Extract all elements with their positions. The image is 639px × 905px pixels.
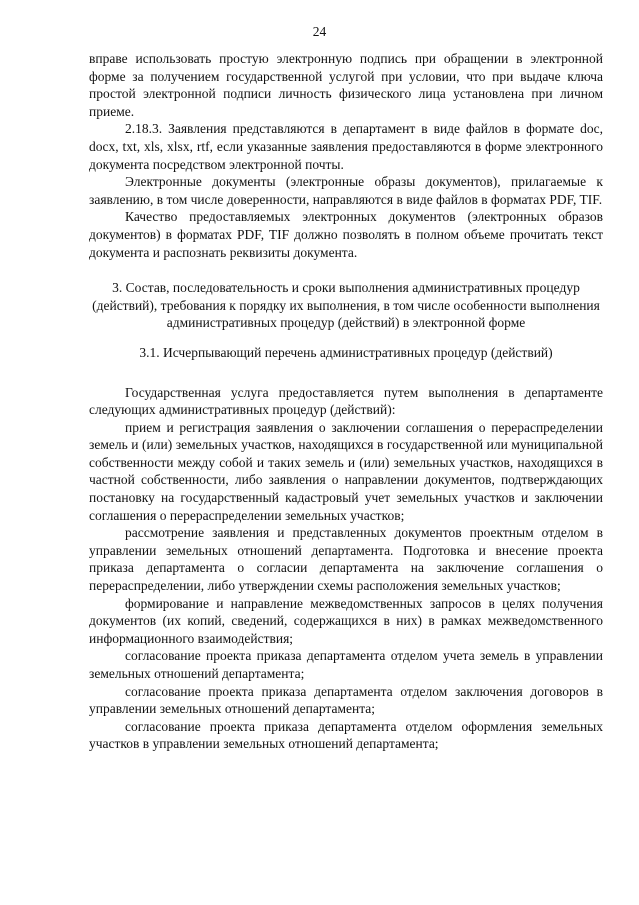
paragraph-electronic-documents: Электронные документы (электронные образы документов), прилагаемые к заявлению, в том числе доверенности, направляются в виде файлов в форматах PDF, TIF. — [89, 174, 603, 207]
document-body — [89, 50, 603, 753]
list-intro: Государственная услуга предоставляется путем выполнения в департаменте следующих административных процедур (действий): — [89, 384, 603, 418]
procedure-item: рассмотрение заявления и представленных документов проектным отделом в управлении земельных отношений департамента. Подготовка и внесение проекта приказа департамента о согласии департамента на заключение соглашения о перераспределении, либо утверждении схемы расположения земельных участков; — [89, 525, 603, 594]
procedure-item: прием и регистрация заявления о заключении соглашения о перераспределении земель и (или) земельных участков, находящихся в государственной или муниципальной собственности между собой и таких земель и (или) земельных участков, находящихся в частной собственности, либо заявления о направлении документов, подтверждающих постановку на государственный кадастровый учет земельных участков и заключении соглашения о перераспределении земельных участков; — [89, 419, 603, 523]
section-heading: 3. Состав, последовательность и сроки выполнения административных процедур (действий), требования к порядку их выполнения, в том числе особенности выполнения административных процедур (действий) в электронной форме — [92, 280, 600, 331]
page-number: 24 — [312, 24, 327, 39]
procedure-item: согласование проекта приказа департамента отделом оформления земельных участков в управлении земельных отношений департамента; — [89, 718, 603, 752]
paragraph-document-quality: Качество предоставляемых электронных документов (электронных образов документов) в форматах PDF, TIF должно позволять в полном объеме прочитать текст документа и распознать реквизиты документа. — [89, 209, 603, 260]
procedure-item: согласование проекта приказа департамента отделом учета земель в управлении земельных отношений департамента; — [89, 648, 603, 681]
procedure-item: согласование проекта приказа департамента отделом заключения договоров в управлении земельных отношений департамента; — [89, 683, 603, 717]
procedure-item: формирование и направление межведомственных запросов в целях получения документов (их копий, сведений, содержащихся в них) в рамках межведомственного информационного взаимодействия; — [89, 595, 603, 646]
paragraph-2-18-3: 2.18.3. Заявления представляются в департамент в виде файлов в формате doc, docx, txt, xls, xlsx, rtf, если указанные заявления предоставляются в форме электронного документа посредством электронной почты. — [89, 121, 603, 172]
paragraph-continuation: вправе использовать простую электронную подпись при обращении в электронной форме за получением государственной услугой при условии, что при выдаче ключа простой электронной подписи личность физического лица установлена при личном приеме. — [89, 51, 603, 119]
subsection-heading: 3.1. Исчерпывающий перечень административных процедур (действий) — [139, 344, 553, 360]
